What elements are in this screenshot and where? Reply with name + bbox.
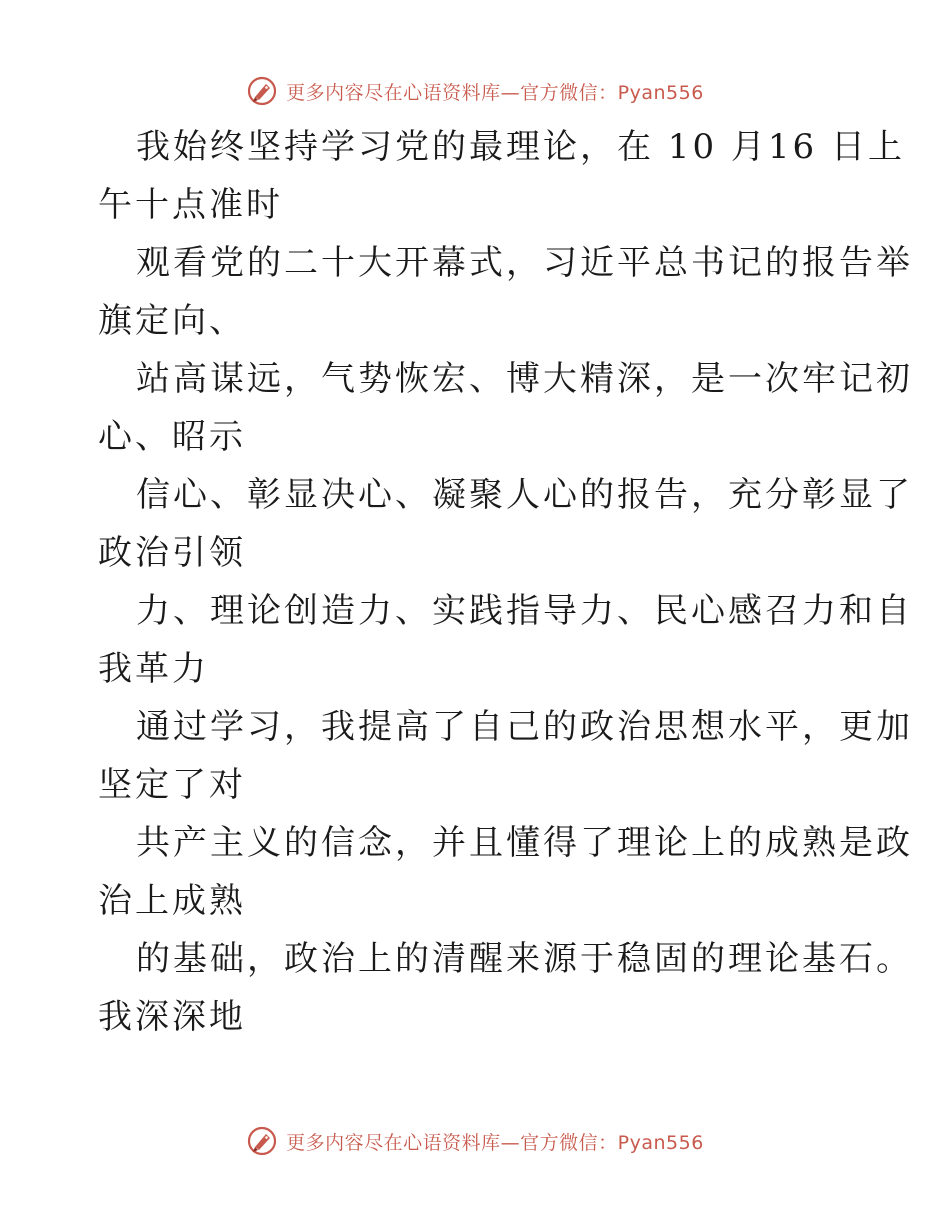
paragraph <box>98 466 913 582</box>
footer-watermark-banner <box>0 1121 950 1161</box>
paragraph <box>98 698 913 814</box>
paragraph-line: 的基础，政治上的清醒来源于稳固的理论基石。 <box>136 939 913 979</box>
pen-nib-logo-icon <box>246 1125 278 1157</box>
paragraph-line: 力、理论创造力、实践指导力、民心感召力和自 <box>136 591 913 631</box>
paragraph <box>98 118 905 234</box>
paragraph-line: 政治引领 <box>98 533 246 573</box>
paragraph-line: 通过学习，我提高了自己的政治思想水平，更加 <box>136 707 913 747</box>
paragraph-line: 坚定了对 <box>98 765 246 805</box>
paragraph-line: 我始终坚持学习党的最理论，在 10 月16 日上 <box>136 127 905 167</box>
paragraph-line: 我深深地 <box>98 997 246 1037</box>
paragraph <box>98 814 913 930</box>
paragraph-line: 我革力 <box>98 649 209 689</box>
pen-nib-logo-icon <box>246 75 278 107</box>
paragraph-line: 午十点准时 <box>98 185 283 225</box>
paragraph-line: 共产主义的信念，并且懂得了理论上的成熟是政 <box>136 823 913 863</box>
paragraph-line: 旗定向、 <box>98 301 246 341</box>
paragraph <box>98 350 913 466</box>
footer-watermark-text: 更多内容尽在心语资料库—官方微信：Pyan556 <box>286 1131 704 1154</box>
header-watermark-text: 更多内容尽在心语资料库—官方微信：Pyan556 <box>286 81 704 104</box>
paragraph <box>98 930 913 1046</box>
paragraph <box>98 234 913 350</box>
header-watermark-banner <box>0 71 950 111</box>
paragraph <box>98 582 913 698</box>
paragraph-line: 治上成熟 <box>98 881 246 921</box>
paragraph-line: 信心、彰显决心、凝聚人心的报告，充分彰显了 <box>136 475 913 515</box>
document-body <box>98 118 913 1046</box>
paragraph-line: 观看党的二十大开幕式，习近平总书记的报告举 <box>136 243 913 283</box>
paragraph-line: 心、昭示 <box>98 417 246 457</box>
paragraph-line: 站高谋远，气势恢宏、博大精深，是一次牢记初 <box>136 359 913 399</box>
